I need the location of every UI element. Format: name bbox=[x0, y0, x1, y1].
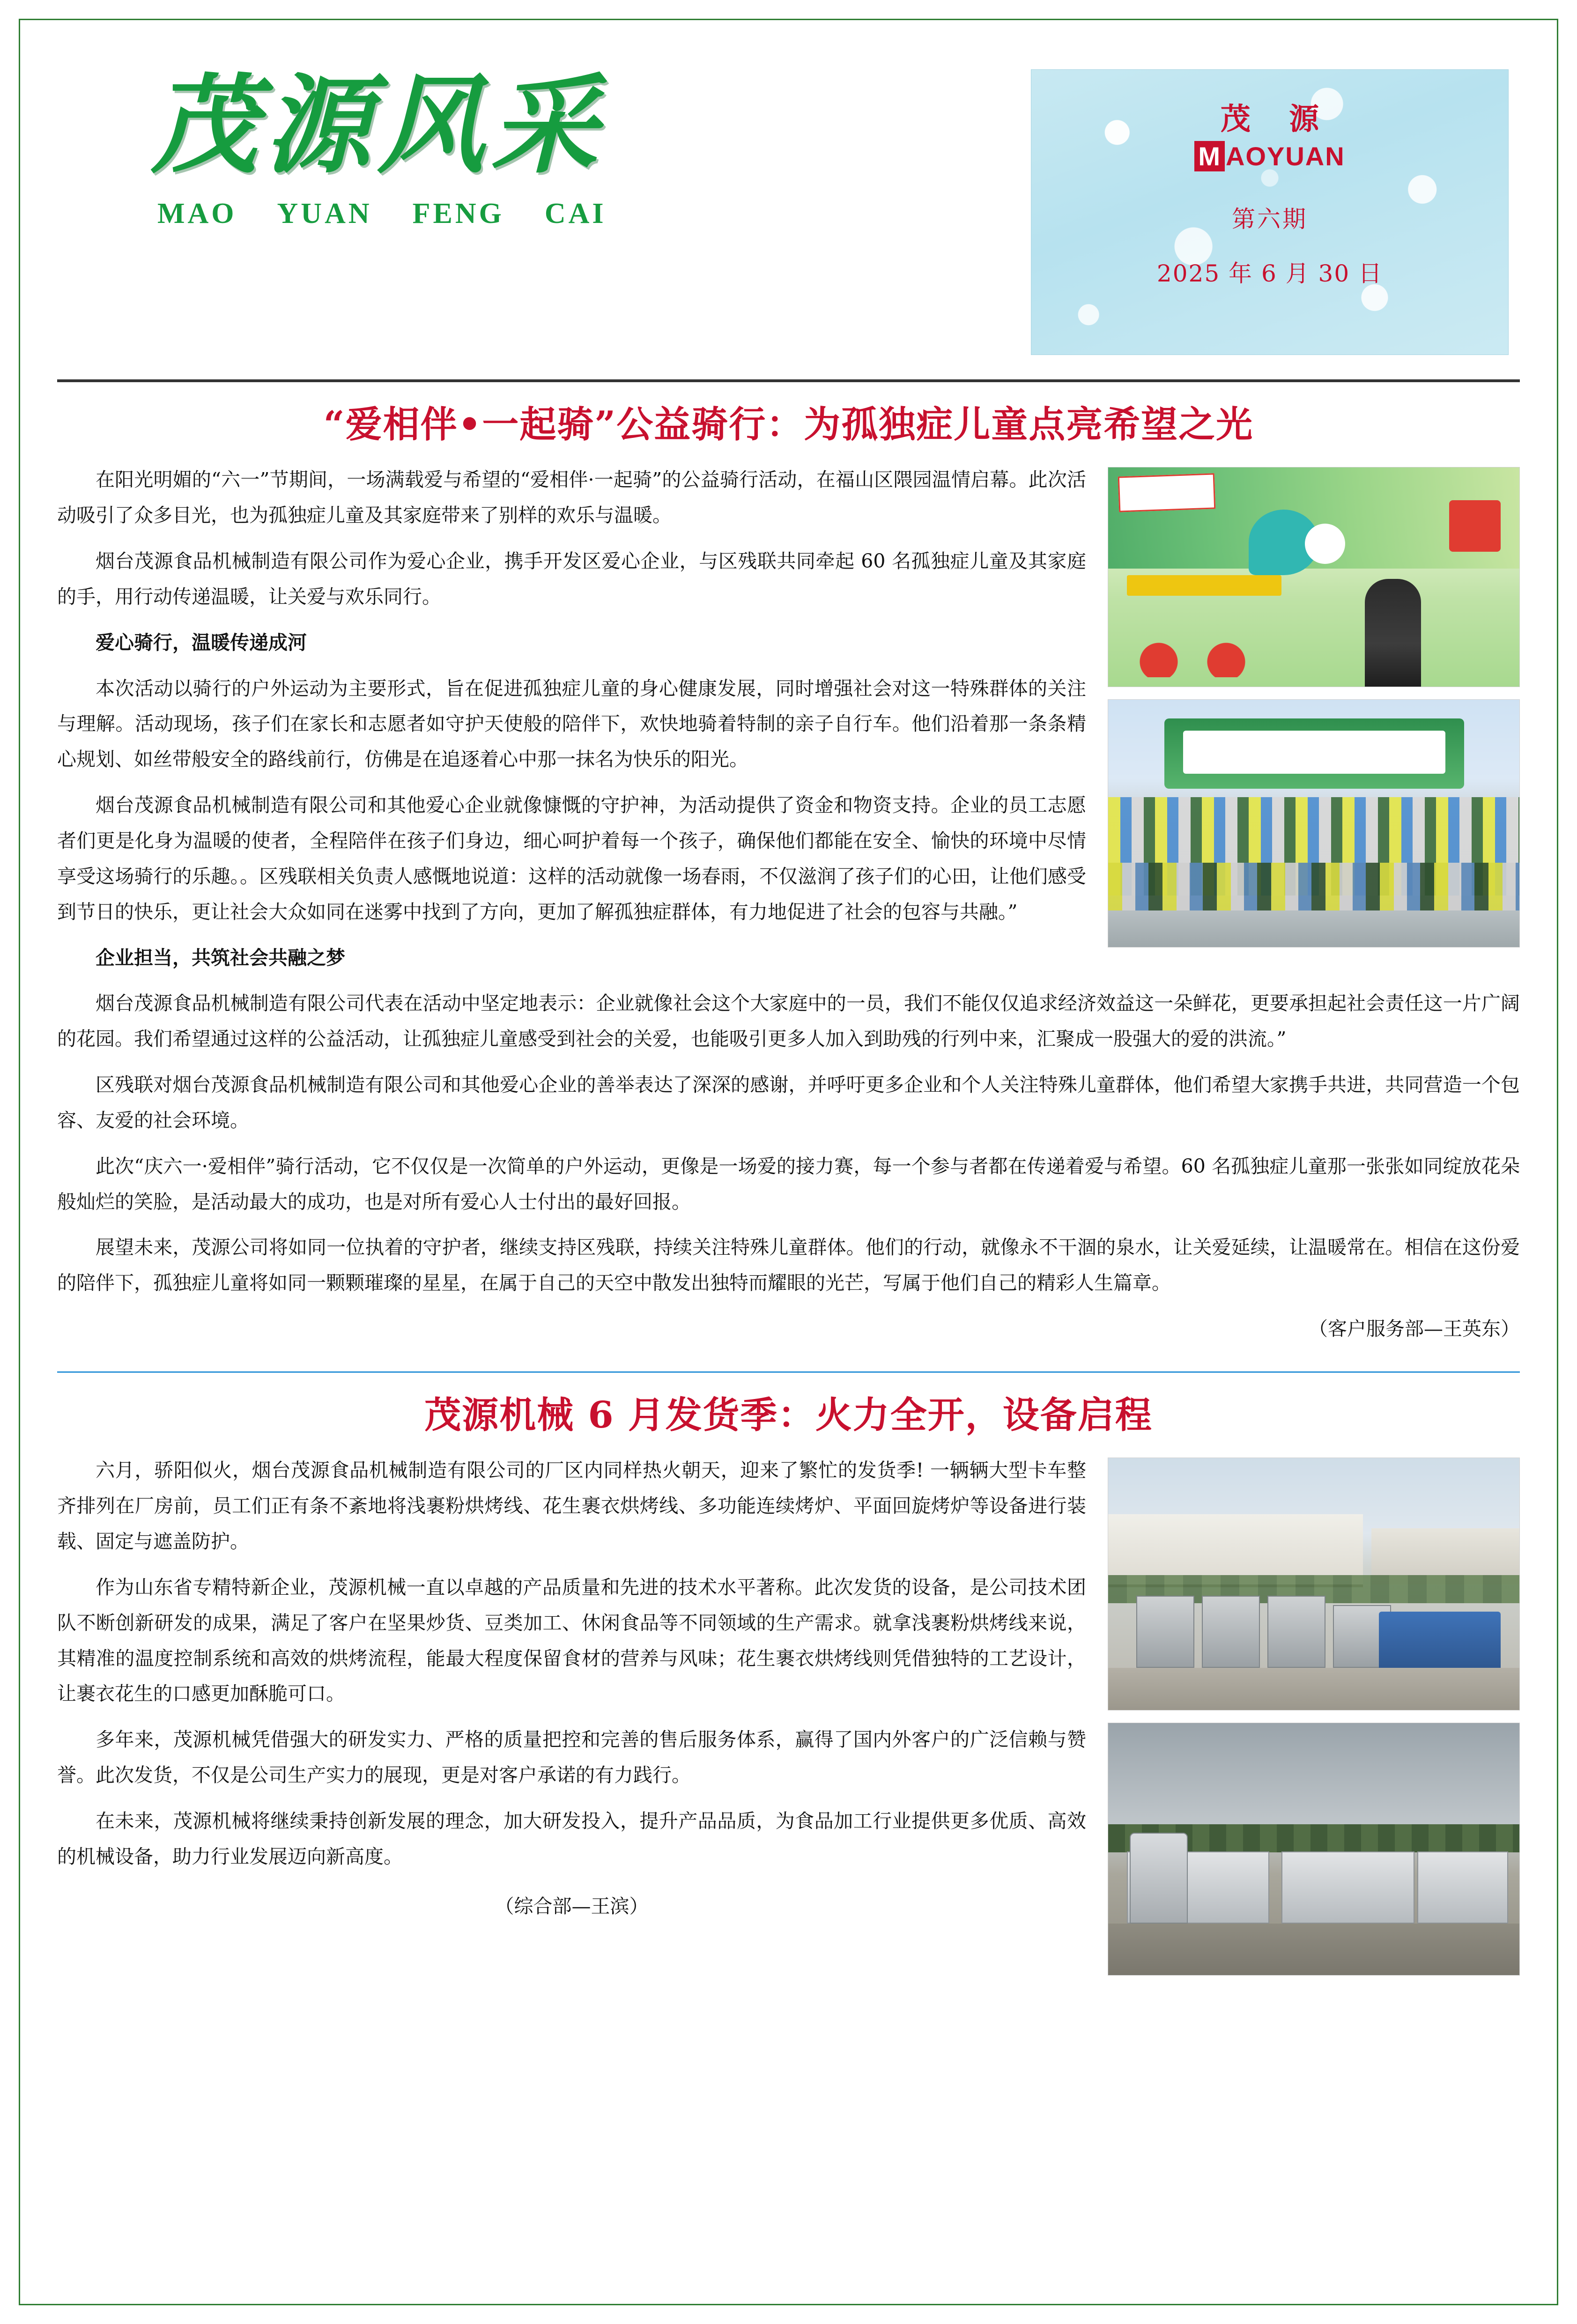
article-2-figures bbox=[1108, 1458, 1520, 1988]
article-2-headline: 茂源机械 6 月发货季：火力全开，设备启程 bbox=[424, 1393, 1153, 1436]
article-1-byline: （客户服务部—王英东） bbox=[1309, 1317, 1520, 1340]
paragraph: 作为山东省专精特新企业，茂源机械一直以卓越的产品质量和先进的技术水平著称。此次发货的设备，是公司技术团队不断创新研发的成果，满足了客户在坚果炒货、豆类加工、休闲食品等不同领域的生产需求。就拿浅裹粉烘烤线来说，其精准的温度控制系统和高效的烘烤流程，能最大程度保留食材的营养与风味；花生裹衣烘烤线则凭借独特的工艺设计，让裹衣花生的口感更加酥脆可口。 bbox=[57, 1576, 1086, 1705]
loaded-trucks-photo bbox=[1108, 1723, 1520, 1976]
logo-text-en bbox=[1194, 141, 1345, 171]
article-divider bbox=[57, 1371, 1520, 1373]
paragraph: 此次“庆六一·爱相伴”骑行活动，它不仅仅是一次简单的户外运动，更像是一场爱的接力赛，每一个参与者都在传递着爱与希望。60 名孤独症儿童那一张张如同绽放花朵般灿烂的笑脸，是活动最大的成功，也是对所有爱心人士付出的最好回报。 bbox=[57, 1155, 1520, 1213]
article-1-figures bbox=[1108, 467, 1520, 960]
title-en-word-1: MAO bbox=[157, 198, 237, 230]
paragraph: 本次活动以骑行的户外运动为主要形式，旨在促进孤独症儿童的身心健康发展，同时增强社会对这一特殊群体的关注与理解。活动现场，孩子们在家长和志愿者如守护天使般的陪伴下，欢快地骑着特制的亲子自行车。他们沿着那一条条精心规划、如丝带般安全的路线前行，仿佛是在追逐着心中那一抹名为快乐的阳光。 bbox=[57, 677, 1086, 771]
group-photo-volunteers bbox=[1108, 699, 1520, 947]
company-logo bbox=[1194, 95, 1345, 171]
subheading: 企业担当，共筑社会共融之梦 bbox=[96, 946, 345, 969]
paragraph: 烟台茂源食品机械制造有限公司和其他爱心企业就像慷慨的守护神，为活动提供了资金和物资支持。企业的员工志愿者们更是化身为温暖的使者，全程陪伴在孩子们身边，细心呵护着每一个孩子，确保他们都能在安全、愉快的环境中尽情享受这场骑行的乐趣。。区残联相关负责人感慨地说道：这样的活动就像一场春雨，不仅滋润了孩子们的心田，让他们感受到节日的快乐，更让社会大众如同在迷雾中找到了方向，更加了解孤独症群体，有力地促进了社会的包容与共融。” bbox=[57, 794, 1086, 923]
masthead bbox=[57, 41, 1520, 355]
paragraph: 展望未来，茂源公司将如同一位执着的守护者，继续支持区残联，持续关注特殊儿童群体。他们的行动，就像永不干涸的泉水，让关爱延续，让温暖常在。相信在这份爱的陪伴下，孤独症儿童将如同一颗颗璀璨的星星，在属于自己的天空中散发出独特而耀眼的光芒，写属于他们自己的精彩人生篇章。 bbox=[57, 1236, 1520, 1295]
article-2-body bbox=[57, 1453, 1520, 1996]
paragraph: 六月，骄阳似火，烟台茂源食品机械制造有限公司的厂区内同样热火朝天，迎来了繁忙的发货季! 一辆辆大型卡车整齐排列在厂房前，员工们正有条不紊地将浅裹粉烘烤线、花生裹衣烘烤线、多功能连续烤炉、平面回旋烤炉等设备进行装载、固定与遮盖防护。 bbox=[57, 1459, 1086, 1553]
paragraph: 区残联对烟台茂源食品机械制造有限公司和其他爱心企业的善举表达了深深的感谢，并呼吁更多企业和个人关注特殊儿童群体，他们希望大家携手共进，共同营造一个包容、友爱的社会环境。 bbox=[57, 1073, 1520, 1132]
title-en-word-2: YUAN bbox=[277, 198, 372, 230]
title-en-word-4: CAI bbox=[544, 198, 607, 230]
masthead-title-block bbox=[57, 62, 607, 230]
logo-text-cn: 茂 源 bbox=[1220, 102, 1333, 137]
publication-title-cn: 茂源风采 bbox=[151, 62, 604, 188]
factory-yard-equipment-photo bbox=[1108, 1458, 1520, 1710]
subheading: 爱心骑行，温暖传递成河 bbox=[96, 631, 307, 654]
cycling-event-banner-photo bbox=[1108, 467, 1520, 687]
paragraph: 烟台茂源食品机械制造有限公司代表在活动中坚定地表示：企业就像社会这个大家庭中的一员，我们不能仅仅追求经济效益这一朵鲜花，更要承担起社会责任这一片广阔的花园。我们希望通过这样的公益活动，让孤独症儿童感受到社会的关爱，也能吸引更多人加入到助残的行列中来，汇聚成一股强大的爱的洪流。” bbox=[57, 992, 1520, 1051]
article-1-body bbox=[57, 462, 1520, 1357]
article-1-headline: “爱相伴•一起骑”公益骑行：为孤独症儿童点亮希望之光 bbox=[323, 403, 1254, 446]
paragraph: 在未来，茂源机械将继续秉持创新发展的理念，加大研发投入，提升产品品质，为食品加工行业提供更多优质、高效的机械设备，助力行业发展迈向新高度。 bbox=[57, 1809, 1086, 1868]
issue-info-panel bbox=[1031, 69, 1509, 355]
article-2-byline: （综合部—王滨） bbox=[495, 1895, 649, 1917]
issue-number: 第六期 bbox=[1232, 206, 1308, 233]
paragraph: 多年来，茂源机械凭借强大的研发实力、严格的质量把控和完善的售后服务体系，赢得了国内外客户的广泛信赖与赞誉。此次发货，不仅是公司生产实力的展现，更是对客户承诺的有力践行。 bbox=[57, 1728, 1086, 1787]
paragraph: 在阳光明媚的“六一”节期间，一场满载爱与希望的“爱相伴·一起骑”的公益骑行活动，在福山区隈园温情启幕。此次活动吸引了众多目光，也为孤独症儿童及其家庭带来了别样的欢乐与温暖。 bbox=[57, 468, 1086, 527]
logo-rest: AOYUAN bbox=[1225, 141, 1345, 171]
logo-initial: M bbox=[1194, 141, 1225, 171]
issue-date: 2025 年 6 月 30 日 bbox=[1156, 260, 1383, 287]
article-charity-ride bbox=[57, 401, 1520, 1357]
article-june-shipping bbox=[57, 1391, 1520, 1996]
publication-title-en bbox=[151, 197, 607, 230]
masthead-divider bbox=[57, 379, 1520, 382]
title-en-word-3: FENG bbox=[412, 198, 504, 230]
paragraph: 烟台茂源食品机械制造有限公司作为爱心企业，携手开发区爱心企业，与区残联共同牵起 60 名孤独症儿童及其家庭的手，用行动传递温暖，让关爱与欢乐同行。 bbox=[57, 550, 1086, 608]
